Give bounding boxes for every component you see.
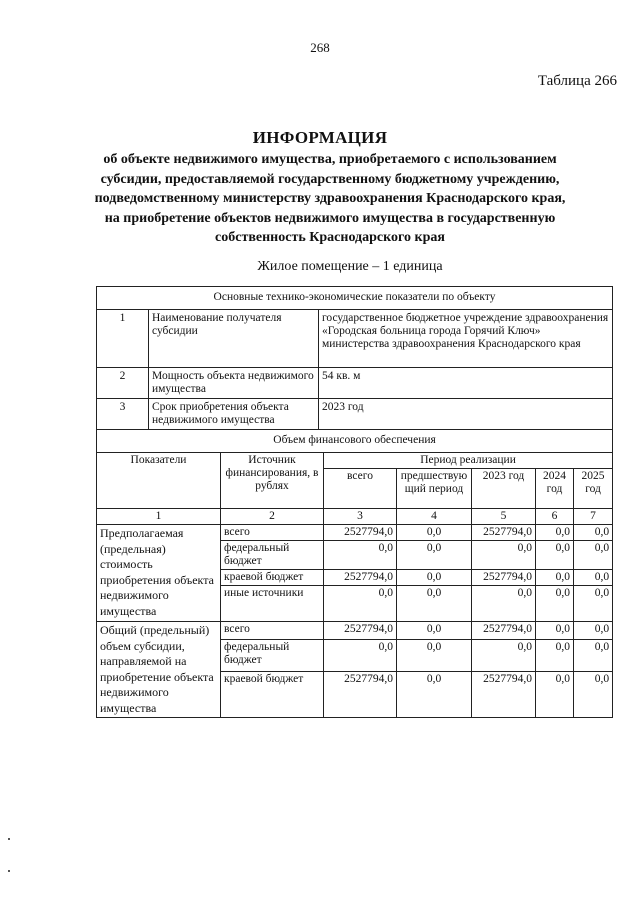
row-value: 54 кв. м (319, 368, 613, 399)
column-header-source: Источник финансирования, в рублях (221, 453, 324, 509)
value-cell: 0,0 (397, 622, 472, 640)
subheading-line: об объекте недвижимого имущества, приобретаемого с использованием (103, 152, 557, 167)
value-cell: 0,0 (472, 541, 536, 570)
value-cell: 2527794,0 (472, 672, 536, 718)
value-cell: 0,0 (397, 672, 472, 718)
value-cell: 0,0 (397, 586, 472, 622)
value-cell: 0,0 (574, 622, 613, 640)
indicator-cell: Общий (предельный) объем субсидии, направляемой на приобретение объекта недвижимого имущества (97, 622, 221, 718)
value-cell: 2527794,0 (324, 525, 397, 541)
table-row (97, 622, 613, 640)
column-number: 1 (97, 509, 221, 525)
subcolumn-header: предшествующий период (397, 469, 472, 509)
column-number: 4 (397, 509, 472, 525)
scan-speck (8, 870, 10, 872)
source-cell: иные источники (221, 586, 324, 622)
table-row (97, 310, 613, 368)
column-number: 7 (574, 509, 613, 525)
value-cell: 0,0 (536, 570, 574, 586)
subcolumn-header: 2023 год (472, 469, 536, 509)
source-cell: федеральный бюджет (221, 639, 324, 671)
table-label: Таблица 266 (537, 73, 617, 89)
column-number: 5 (472, 509, 536, 525)
row-number: 2 (97, 368, 149, 399)
table-row (97, 525, 613, 541)
column-number: 2 (221, 509, 324, 525)
value-cell: 0,0 (574, 672, 613, 718)
value-cell: 2527794,0 (472, 525, 536, 541)
value-cell: 0,0 (574, 639, 613, 671)
table-row (97, 453, 613, 469)
subheading-line: собственность Краснодарского края (215, 230, 445, 245)
source-cell: всего (221, 622, 324, 640)
subcolumn-header: 2024 год (536, 469, 574, 509)
value-cell: 2527794,0 (324, 570, 397, 586)
subcolumn-header: 2025 год (574, 469, 613, 509)
value-cell: 0,0 (536, 525, 574, 541)
document-subheading (60, 150, 600, 248)
table-row (97, 509, 613, 525)
source-cell: краевой бюджет (221, 570, 324, 586)
value-cell: 0,0 (324, 586, 397, 622)
value-cell: 0,0 (324, 639, 397, 671)
value-cell: 0,0 (536, 622, 574, 640)
value-cell: 0,0 (397, 541, 472, 570)
source-cell: всего (221, 525, 324, 541)
indicator-cell: Предполагаемая (предельная) стоимость приобретения объекта недвижимого имущества (97, 525, 221, 622)
value-cell: 0,0 (472, 586, 536, 622)
value-cell: 0,0 (397, 639, 472, 671)
table-row (97, 368, 613, 399)
financing-table-header: Объем финансового обеспечения (97, 430, 613, 453)
value-cell: 0,0 (574, 525, 613, 541)
table-row (97, 399, 613, 430)
row-number: 1 (97, 310, 149, 368)
row-value: 2023 год (319, 399, 613, 430)
scan-speck (8, 838, 10, 840)
value-cell: 0,0 (574, 541, 613, 570)
row-number: 3 (97, 399, 149, 430)
value-cell: 0,0 (536, 541, 574, 570)
subheading-line: на приобретение объектов недвижимого имущества в государственную (104, 210, 556, 226)
tables-container (96, 286, 612, 718)
subheading-line: субсидии, предоставляемой государственному бюджетному учреждению, (100, 171, 560, 187)
value-cell: 0,0 (574, 586, 613, 622)
subcolumn-header: всего (324, 469, 397, 509)
value-cell: 2527794,0 (324, 622, 397, 640)
source-cell: краевой бюджет (221, 672, 324, 718)
row-label: Мощность объекта недвижимого имущества (149, 368, 319, 399)
value-cell: 0,0 (536, 586, 574, 622)
value-cell: 0,0 (574, 570, 613, 586)
value-cell: 2527794,0 (324, 672, 397, 718)
subheading-line: подведомственному министерству здравоохранения Краснодарского края, (94, 191, 566, 206)
row-value: государственное бюджетное учреждение здравоохранения «Городская больница города Горячий Ключ» министерства здравоохранения Краснодарского края (319, 310, 613, 368)
column-number: 3 (324, 509, 397, 525)
document-heading: ИНФОРМАЦИЯ (252, 128, 388, 147)
value-cell: 0,0 (397, 570, 472, 586)
table-row (97, 287, 613, 310)
column-header-period: Период реализации (324, 453, 613, 469)
column-number: 6 (536, 509, 574, 525)
value-cell: 0,0 (472, 639, 536, 671)
value-cell: 2527794,0 (472, 622, 536, 640)
value-cell: 0,0 (536, 639, 574, 671)
source-cell: федеральный бюджет (221, 541, 324, 570)
value-cell: 0,0 (324, 541, 397, 570)
value-cell: 0,0 (536, 672, 574, 718)
row-label: Наименование получателя субсидии (149, 310, 319, 368)
value-cell: 2527794,0 (472, 570, 536, 586)
unit-line: Жилое помещение – 1 единица (257, 259, 443, 274)
column-header-indicator: Показатели (97, 453, 221, 509)
value-cell: 0,0 (397, 525, 472, 541)
info-table-header: Основные технико-экономические показатели по объекту (97, 287, 613, 310)
object-info-table (96, 286, 613, 430)
table-row (97, 430, 613, 453)
financing-table (96, 430, 613, 718)
page-number: 268 (310, 40, 330, 55)
row-label: Срок приобретения объекта недвижимого имущества (149, 399, 319, 430)
